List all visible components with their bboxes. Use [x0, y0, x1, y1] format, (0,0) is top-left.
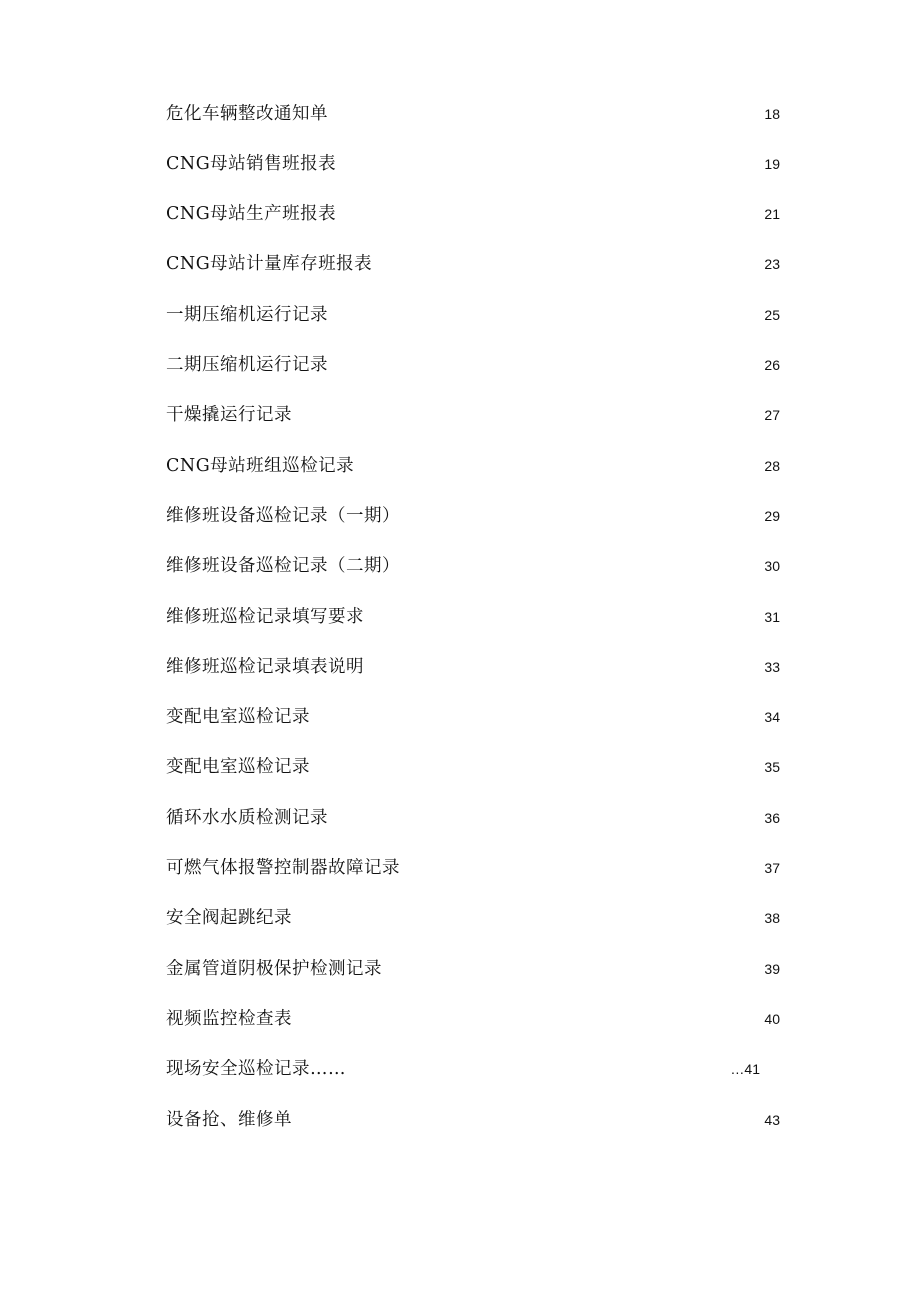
toc-entry[interactable] — [166, 352, 780, 378]
toc-entry-title: 维修班巡检记录填表说明 — [166, 657, 364, 677]
toc-entry-page: 31 — [764, 609, 780, 625]
toc-entry-page: 33 — [764, 659, 780, 675]
toc-entry-title: CNG母站计量库存班报表 — [166, 254, 373, 274]
toc-entry[interactable] — [166, 1107, 780, 1133]
dot-leader — [332, 101, 758, 127]
toc-entry[interactable] — [166, 855, 780, 881]
toc-entry[interactable] — [166, 604, 780, 630]
toc-entry-title: 维修班巡检记录填写要求 — [166, 607, 364, 627]
toc-entry-title: 干燥撬运行记录 — [166, 405, 292, 425]
toc-entry[interactable] — [166, 101, 780, 127]
toc-entry-title: 安全阀起跳纪录 — [166, 908, 292, 928]
toc-entry-page: 21 — [764, 206, 780, 222]
dot-leader — [332, 805, 758, 831]
toc-entry-page: 43 — [764, 1112, 780, 1128]
toc-entry[interactable] — [166, 553, 780, 579]
toc-entry[interactable] — [166, 905, 780, 931]
toc-entry-page: 37 — [764, 860, 780, 876]
toc-entry[interactable] — [166, 302, 780, 328]
leader-gap — [350, 1056, 724, 1082]
toc-entry-title: CNG母站销售班报表 — [166, 154, 337, 174]
dot-leader — [368, 654, 758, 680]
toc-entry-page: 36 — [764, 810, 780, 826]
dot-leader — [358, 453, 758, 479]
toc-entry-title: 金属管道阴极保护检测记录 — [166, 959, 382, 979]
toc-entry-title: CNG母站生产班报表 — [166, 204, 337, 224]
toc-entry[interactable] — [166, 956, 780, 982]
toc-entry-title: 维修班设备巡检记录（二期） — [166, 556, 400, 576]
toc-entry-page: 40 — [764, 1011, 780, 1027]
toc-entry-title: 循环水水质检测记录 — [166, 808, 328, 828]
toc-entry-page: 30 — [764, 558, 780, 574]
dot-leader — [296, 1107, 758, 1133]
dot-leader — [404, 553, 758, 579]
toc-entry-title: 变配电室巡检记录 — [166, 707, 310, 727]
toc-entry-page: 26 — [764, 357, 780, 373]
toc-entry-page: 35 — [764, 759, 780, 775]
toc-entry-title: 变配电室巡检记录 — [166, 757, 310, 777]
toc-entry[interactable] — [166, 654, 780, 680]
toc-entry-title: 设备抢、维修单 — [166, 1110, 292, 1130]
toc-entry-page: 19 — [764, 156, 780, 172]
toc-entry-page: 27 — [764, 407, 780, 423]
toc-entry[interactable] — [166, 805, 780, 831]
dot-leader — [404, 855, 758, 881]
dot-leader — [340, 151, 758, 177]
toc-entry-title: 一期压缩机运行记录 — [166, 305, 328, 325]
toc-entry-page: 39 — [764, 961, 780, 977]
dot-leader — [340, 201, 758, 227]
toc-entry-page: …41 — [730, 1061, 760, 1077]
dot-leader — [296, 905, 758, 931]
toc-entry[interactable] — [166, 151, 780, 177]
toc-entry-title: CNG母站班组巡检记录 — [166, 456, 355, 476]
toc-entry-page: 18 — [764, 106, 780, 122]
toc-entry-title: 视频监控检查表 — [166, 1009, 292, 1029]
toc-entry-title: 可燃气体报警控制器故障记录 — [166, 858, 400, 878]
toc-entry[interactable] — [166, 453, 780, 479]
dot-leader — [296, 402, 758, 428]
toc-entry[interactable] — [166, 201, 780, 227]
toc-entry-title: 二期压缩机运行记录 — [166, 355, 328, 375]
dot-leader — [376, 251, 758, 277]
dot-leader — [314, 704, 758, 730]
toc-entry-page: 23 — [764, 256, 780, 272]
toc-entry-page: 38 — [764, 910, 780, 926]
toc-entry[interactable] — [166, 503, 780, 529]
dot-leader — [404, 503, 758, 529]
toc-entry[interactable] — [166, 1006, 780, 1032]
dot-leader — [332, 302, 758, 328]
toc-entry-page: 29 — [764, 508, 780, 524]
toc-entry-page: 28 — [764, 458, 780, 474]
toc-entry-page: 34 — [764, 709, 780, 725]
toc-entry[interactable] — [166, 251, 780, 277]
dot-leader — [332, 352, 758, 378]
toc-entry[interactable] — [166, 704, 780, 730]
toc-entry-title: 现场安全巡检记录…… — [166, 1059, 346, 1079]
toc-entry-title: 维修班设备巡检记录（一期） — [166, 506, 400, 526]
dot-leader — [296, 1006, 758, 1032]
toc-entry[interactable] — [166, 754, 780, 780]
toc-entry-page: 25 — [764, 307, 780, 323]
dot-leader — [314, 754, 758, 780]
toc-entry-title: 危化车辆整改通知单 — [166, 104, 328, 124]
toc-entry[interactable] — [166, 1056, 780, 1082]
toc-entry[interactable] — [166, 402, 780, 428]
dot-leader — [368, 604, 758, 630]
dot-leader — [386, 956, 758, 982]
